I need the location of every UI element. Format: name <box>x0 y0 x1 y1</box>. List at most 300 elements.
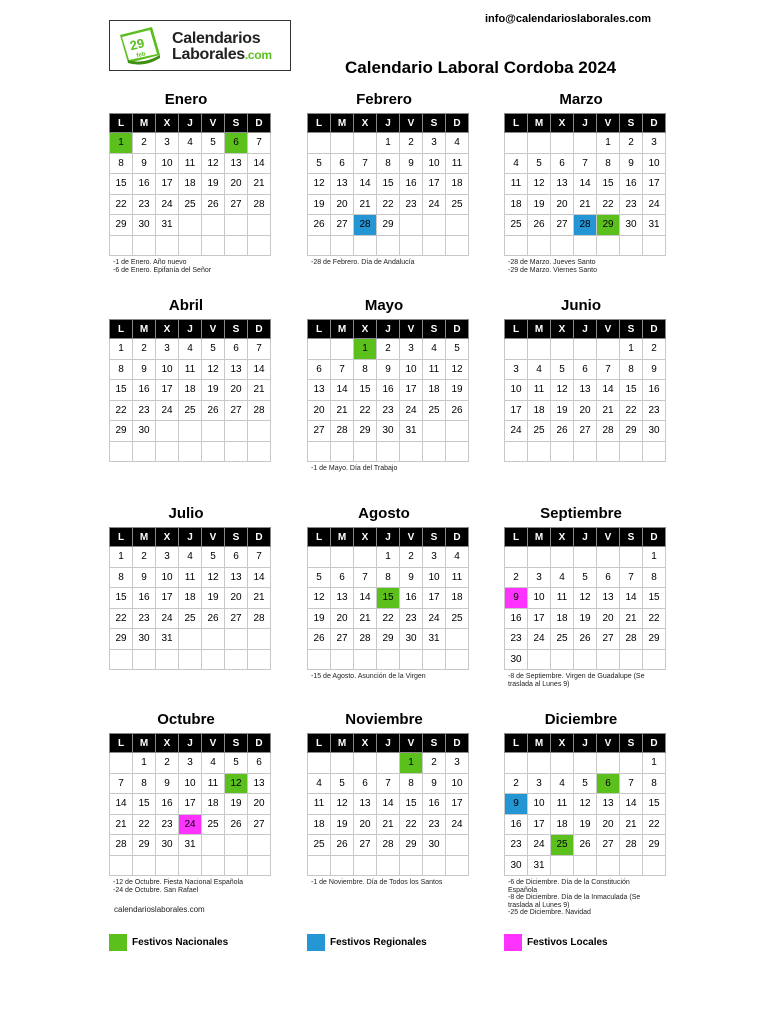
day-cell[interactable]: 29 <box>377 629 400 650</box>
day-cell[interactable]: 11 <box>179 359 202 380</box>
day-cell[interactable]: 21 <box>574 194 597 215</box>
day-cell[interactable]: 3 <box>505 359 528 380</box>
day-cell[interactable]: 7 <box>354 567 377 588</box>
day-cell[interactable]: 27 <box>597 835 620 856</box>
day-cell[interactable]: 21 <box>620 814 643 835</box>
day-cell[interactable]: 12 <box>331 794 354 815</box>
day-cell[interactable]: 3 <box>423 133 446 154</box>
day-cell[interactable]: 6 <box>354 773 377 794</box>
day-cell[interactable]: 15 <box>110 588 133 609</box>
day-cell[interactable]: 26 <box>446 400 469 421</box>
day-cell[interactable]: 21 <box>248 174 271 195</box>
day-cell[interactable]: 6 <box>597 567 620 588</box>
day-cell[interactable]: 7 <box>620 567 643 588</box>
day-cell[interactable]: 22 <box>354 400 377 421</box>
day-cell[interactable]: 20 <box>574 400 597 421</box>
day-cell[interactable]: 13 <box>225 567 248 588</box>
day-cell[interactable]: 5 <box>574 773 597 794</box>
day-cell[interactable]: 23 <box>620 194 643 215</box>
day-cell[interactable]: 8 <box>377 153 400 174</box>
day-cell[interactable]: 1 <box>377 547 400 568</box>
day-cell[interactable]: 23 <box>400 608 423 629</box>
day-cell[interactable]: 2 <box>505 567 528 588</box>
day-cell[interactable]: 21 <box>110 814 133 835</box>
day-cell[interactable]: 18 <box>528 400 551 421</box>
day-cell[interactable]: 30 <box>620 215 643 236</box>
day-cell[interactable]: 12 <box>308 174 331 195</box>
day-cell[interactable]: 26 <box>551 421 574 442</box>
day-cell[interactable]: 25 <box>446 608 469 629</box>
day-cell[interactable]: 28 <box>597 421 620 442</box>
day-cell[interactable]: 16 <box>620 174 643 195</box>
day-cell[interactable]: 7 <box>110 773 133 794</box>
day-cell[interactable]: 26 <box>202 400 225 421</box>
day-cell[interactable]: 5 <box>202 547 225 568</box>
day-cell[interactable]: 20 <box>225 174 248 195</box>
day-cell[interactable]: 11 <box>179 153 202 174</box>
day-cell[interactable]: 13 <box>597 588 620 609</box>
day-cell[interactable]: 13 <box>225 153 248 174</box>
day-cell[interactable]: 5 <box>202 339 225 360</box>
day-cell[interactable]: 1 <box>597 133 620 154</box>
day-cell[interactable]: 10 <box>528 794 551 815</box>
day-cell[interactable]: 30 <box>423 835 446 856</box>
day-cell[interactable]: 10 <box>643 153 666 174</box>
day-cell[interactable]: 21 <box>597 400 620 421</box>
day-cell[interactable]: 3 <box>528 773 551 794</box>
day-cell[interactable]: 1 <box>110 547 133 568</box>
day-cell[interactable]: 2 <box>620 133 643 154</box>
day-cell[interactable]: 16 <box>505 608 528 629</box>
day-cell[interactable]: 16 <box>423 794 446 815</box>
day-cell[interactable]: 30 <box>505 855 528 876</box>
day-cell[interactable]: 16 <box>505 814 528 835</box>
day-cell[interactable]: 29 <box>110 421 133 442</box>
day-cell[interactable]: 25 <box>446 194 469 215</box>
day-cell[interactable]: 1 <box>400 753 423 774</box>
day-cell[interactable]: 23 <box>133 608 156 629</box>
day-cell[interactable]: 14 <box>574 174 597 195</box>
day-cell[interactable]: 14 <box>248 567 271 588</box>
day-cell[interactable]: 31 <box>400 421 423 442</box>
day-cell[interactable]: 14 <box>354 588 377 609</box>
day-cell[interactable]: 4 <box>179 547 202 568</box>
day-cell[interactable]: 4 <box>551 567 574 588</box>
day-cell[interactable]: 25 <box>179 608 202 629</box>
day-cell[interactable]: 26 <box>528 215 551 236</box>
day-cell[interactable]: 1 <box>110 339 133 360</box>
day-cell[interactable]: 18 <box>202 794 225 815</box>
day-cell[interactable]: 15 <box>597 174 620 195</box>
day-cell[interactable]: 9 <box>400 153 423 174</box>
day-cell[interactable]: 4 <box>202 753 225 774</box>
day-cell[interactable]: 10 <box>423 153 446 174</box>
day-cell[interactable]: 23 <box>133 400 156 421</box>
day-cell[interactable]: 6 <box>225 547 248 568</box>
day-cell[interactable]: 20 <box>597 814 620 835</box>
day-cell[interactable]: 29 <box>133 835 156 856</box>
day-cell[interactable]: 13 <box>331 588 354 609</box>
day-cell[interactable]: 4 <box>528 359 551 380</box>
day-cell[interactable]: 23 <box>643 400 666 421</box>
day-cell[interactable]: 24 <box>156 194 179 215</box>
day-cell[interactable]: 4 <box>505 153 528 174</box>
day-cell[interactable]: 18 <box>551 814 574 835</box>
day-cell[interactable]: 21 <box>331 400 354 421</box>
day-cell[interactable]: 27 <box>225 400 248 421</box>
day-cell[interactable]: 10 <box>446 773 469 794</box>
day-cell[interactable]: 19 <box>202 380 225 401</box>
day-cell[interactable]: 17 <box>179 794 202 815</box>
day-cell[interactable]: 23 <box>133 194 156 215</box>
day-cell[interactable]: 3 <box>643 133 666 154</box>
day-cell[interactable]: 23 <box>156 814 179 835</box>
day-cell[interactable]: 31 <box>179 835 202 856</box>
day-cell[interactable]: 13 <box>574 380 597 401</box>
day-cell[interactable]: 9 <box>377 359 400 380</box>
day-cell[interactable]: 12 <box>574 588 597 609</box>
contact-email[interactable]: info@calendarioslaborales.com <box>485 13 651 25</box>
day-cell[interactable]: 29 <box>354 421 377 442</box>
day-cell[interactable]: 22 <box>110 608 133 629</box>
day-cell[interactable]: 9 <box>133 153 156 174</box>
day-cell[interactable]: 22 <box>377 194 400 215</box>
day-cell[interactable]: 5 <box>331 773 354 794</box>
day-cell[interactable]: 30 <box>133 629 156 650</box>
day-cell[interactable]: 12 <box>446 359 469 380</box>
day-cell[interactable]: 2 <box>133 133 156 154</box>
day-cell[interactable]: 16 <box>643 380 666 401</box>
day-cell[interactable]: 12 <box>225 773 248 794</box>
day-cell[interactable]: 27 <box>331 629 354 650</box>
day-cell[interactable]: 5 <box>225 753 248 774</box>
day-cell[interactable]: 17 <box>528 814 551 835</box>
day-cell[interactable]: 29 <box>110 629 133 650</box>
day-cell[interactable]: 15 <box>400 794 423 815</box>
day-cell[interactable]: 16 <box>156 794 179 815</box>
day-cell[interactable]: 17 <box>156 588 179 609</box>
day-cell[interactable]: 30 <box>156 835 179 856</box>
day-cell[interactable]: 22 <box>400 814 423 835</box>
day-cell[interactable]: 18 <box>505 194 528 215</box>
day-cell[interactable]: 15 <box>133 794 156 815</box>
day-cell[interactable]: 5 <box>574 567 597 588</box>
day-cell[interactable]: 15 <box>620 380 643 401</box>
day-cell[interactable]: 29 <box>597 215 620 236</box>
day-cell[interactable]: 4 <box>551 773 574 794</box>
day-cell[interactable]: 18 <box>179 380 202 401</box>
day-cell[interactable]: 18 <box>308 814 331 835</box>
day-cell[interactable]: 10 <box>156 359 179 380</box>
day-cell[interactable]: 13 <box>225 359 248 380</box>
day-cell[interactable]: 5 <box>446 339 469 360</box>
day-cell[interactable]: 19 <box>551 400 574 421</box>
day-cell[interactable]: 4 <box>179 339 202 360</box>
day-cell[interactable]: 24 <box>505 421 528 442</box>
day-cell[interactable]: 27 <box>354 835 377 856</box>
day-cell[interactable]: 10 <box>528 588 551 609</box>
day-cell[interactable]: 2 <box>643 339 666 360</box>
day-cell[interactable]: 7 <box>331 359 354 380</box>
day-cell[interactable]: 28 <box>248 400 271 421</box>
day-cell[interactable]: 24 <box>423 194 446 215</box>
day-cell[interactable]: 27 <box>551 215 574 236</box>
day-cell[interactable]: 13 <box>551 174 574 195</box>
day-cell[interactable]: 4 <box>179 133 202 154</box>
day-cell[interactable]: 10 <box>179 773 202 794</box>
day-cell[interactable]: 24 <box>446 814 469 835</box>
day-cell[interactable]: 1 <box>620 339 643 360</box>
day-cell[interactable]: 20 <box>225 380 248 401</box>
day-cell[interactable]: 29 <box>643 835 666 856</box>
day-cell[interactable]: 25 <box>551 629 574 650</box>
day-cell[interactable]: 3 <box>156 339 179 360</box>
day-cell[interactable]: 25 <box>528 421 551 442</box>
day-cell[interactable]: 26 <box>574 835 597 856</box>
day-cell[interactable]: 22 <box>110 400 133 421</box>
day-cell[interactable]: 27 <box>308 421 331 442</box>
day-cell[interactable]: 10 <box>423 567 446 588</box>
day-cell[interactable]: 17 <box>156 174 179 195</box>
day-cell[interactable]: 20 <box>225 588 248 609</box>
day-cell[interactable]: 1 <box>643 753 666 774</box>
day-cell[interactable]: 13 <box>354 794 377 815</box>
day-cell[interactable]: 30 <box>133 421 156 442</box>
day-cell[interactable]: 15 <box>643 794 666 815</box>
day-cell[interactable]: 28 <box>354 629 377 650</box>
day-cell[interactable]: 1 <box>643 547 666 568</box>
day-cell[interactable]: 2 <box>505 773 528 794</box>
day-cell[interactable]: 18 <box>551 608 574 629</box>
day-cell[interactable]: 26 <box>331 835 354 856</box>
day-cell[interactable]: 25 <box>505 215 528 236</box>
day-cell[interactable]: 19 <box>308 608 331 629</box>
day-cell[interactable]: 3 <box>446 753 469 774</box>
day-cell[interactable]: 12 <box>574 794 597 815</box>
day-cell[interactable]: 1 <box>354 339 377 360</box>
day-cell[interactable]: 3 <box>400 339 423 360</box>
day-cell[interactable]: 7 <box>597 359 620 380</box>
day-cell[interactable]: 16 <box>400 174 423 195</box>
day-cell[interactable]: 31 <box>643 215 666 236</box>
day-cell[interactable]: 19 <box>574 814 597 835</box>
day-cell[interactable]: 27 <box>225 194 248 215</box>
day-cell[interactable]: 14 <box>110 794 133 815</box>
day-cell[interactable]: 30 <box>400 629 423 650</box>
day-cell[interactable]: 2 <box>133 547 156 568</box>
day-cell[interactable]: 17 <box>505 400 528 421</box>
day-cell[interactable]: 1 <box>133 753 156 774</box>
day-cell[interactable]: 7 <box>248 133 271 154</box>
day-cell[interactable]: 1 <box>110 133 133 154</box>
day-cell[interactable]: 14 <box>620 794 643 815</box>
day-cell[interactable]: 27 <box>597 629 620 650</box>
day-cell[interactable]: 18 <box>423 380 446 401</box>
day-cell[interactable]: 31 <box>528 855 551 876</box>
day-cell[interactable]: 6 <box>225 339 248 360</box>
day-cell[interactable]: 21 <box>354 194 377 215</box>
day-cell[interactable]: 6 <box>597 773 620 794</box>
day-cell[interactable]: 17 <box>400 380 423 401</box>
day-cell[interactable]: 25 <box>179 194 202 215</box>
day-cell[interactable]: 2 <box>400 547 423 568</box>
day-cell[interactable]: 16 <box>377 380 400 401</box>
day-cell[interactable]: 14 <box>377 794 400 815</box>
day-cell[interactable]: 22 <box>643 814 666 835</box>
day-cell[interactable]: 5 <box>308 153 331 174</box>
day-cell[interactable]: 25 <box>179 400 202 421</box>
day-cell[interactable]: 20 <box>248 794 271 815</box>
day-cell[interactable]: 16 <box>400 588 423 609</box>
day-cell[interactable]: 8 <box>110 567 133 588</box>
day-cell[interactable]: 3 <box>156 133 179 154</box>
day-cell[interactable]: 11 <box>446 153 469 174</box>
day-cell[interactable]: 13 <box>331 174 354 195</box>
day-cell[interactable]: 5 <box>551 359 574 380</box>
day-cell[interactable]: 19 <box>202 588 225 609</box>
day-cell[interactable]: 3 <box>179 753 202 774</box>
day-cell[interactable]: 10 <box>156 567 179 588</box>
day-cell[interactable]: 29 <box>400 835 423 856</box>
day-cell[interactable]: 18 <box>179 174 202 195</box>
day-cell[interactable]: 26 <box>225 814 248 835</box>
day-cell[interactable]: 11 <box>446 567 469 588</box>
day-cell[interactable]: 6 <box>551 153 574 174</box>
day-cell[interactable]: 7 <box>574 153 597 174</box>
day-cell[interactable]: 19 <box>225 794 248 815</box>
day-cell[interactable]: 31 <box>156 629 179 650</box>
day-cell[interactable]: 24 <box>423 608 446 629</box>
day-cell[interactable]: 11 <box>202 773 225 794</box>
day-cell[interactable]: 29 <box>643 629 666 650</box>
day-cell[interactable]: 27 <box>574 421 597 442</box>
day-cell[interactable]: 20 <box>308 400 331 421</box>
day-cell[interactable]: 15 <box>354 380 377 401</box>
day-cell[interactable]: 9 <box>423 773 446 794</box>
day-cell[interactable]: 3 <box>528 567 551 588</box>
day-cell[interactable]: 4 <box>308 773 331 794</box>
day-cell[interactable]: 18 <box>446 588 469 609</box>
day-cell[interactable]: 12 <box>202 153 225 174</box>
day-cell[interactable]: 28 <box>331 421 354 442</box>
day-cell[interactable]: 17 <box>156 380 179 401</box>
day-cell[interactable]: 22 <box>620 400 643 421</box>
day-cell[interactable]: 9 <box>156 773 179 794</box>
day-cell[interactable]: 17 <box>643 174 666 195</box>
day-cell[interactable]: 20 <box>354 814 377 835</box>
day-cell[interactable]: 28 <box>110 835 133 856</box>
day-cell[interactable]: 21 <box>354 608 377 629</box>
day-cell[interactable]: 8 <box>620 359 643 380</box>
day-cell[interactable]: 30 <box>643 421 666 442</box>
day-cell[interactable]: 14 <box>354 174 377 195</box>
day-cell[interactable]: 14 <box>331 380 354 401</box>
day-cell[interactable]: 8 <box>110 359 133 380</box>
day-cell[interactable]: 20 <box>597 608 620 629</box>
day-cell[interactable]: 2 <box>400 133 423 154</box>
day-cell[interactable]: 22 <box>133 814 156 835</box>
day-cell[interactable]: 8 <box>400 773 423 794</box>
day-cell[interactable]: 16 <box>133 174 156 195</box>
day-cell[interactable]: 2 <box>377 339 400 360</box>
day-cell[interactable]: 1 <box>377 133 400 154</box>
day-cell[interactable]: 22 <box>377 608 400 629</box>
day-cell[interactable]: 15 <box>377 174 400 195</box>
day-cell[interactable]: 30 <box>505 649 528 670</box>
day-cell[interactable]: 6 <box>248 753 271 774</box>
day-cell[interactable]: 8 <box>354 359 377 380</box>
day-cell[interactable]: 19 <box>331 814 354 835</box>
day-cell[interactable]: 12 <box>551 380 574 401</box>
day-cell[interactable]: 21 <box>377 814 400 835</box>
day-cell[interactable]: 13 <box>308 380 331 401</box>
day-cell[interactable]: 26 <box>574 629 597 650</box>
day-cell[interactable]: 15 <box>377 588 400 609</box>
day-cell[interactable]: 26 <box>202 194 225 215</box>
day-cell[interactable]: 17 <box>528 608 551 629</box>
day-cell[interactable]: 24 <box>528 629 551 650</box>
day-cell[interactable]: 6 <box>308 359 331 380</box>
day-cell[interactable]: 5 <box>308 567 331 588</box>
day-cell[interactable]: 8 <box>133 773 156 794</box>
day-cell[interactable]: 7 <box>248 339 271 360</box>
day-cell[interactable]: 12 <box>202 567 225 588</box>
calendarios-laborales-logo[interactable] <box>109 20 291 71</box>
day-cell[interactable]: 24 <box>156 400 179 421</box>
day-cell[interactable]: 13 <box>597 794 620 815</box>
day-cell[interactable]: 10 <box>400 359 423 380</box>
day-cell[interactable]: 9 <box>505 794 528 815</box>
day-cell[interactable]: 2 <box>156 753 179 774</box>
day-cell[interactable]: 25 <box>423 400 446 421</box>
day-cell[interactable]: 28 <box>377 835 400 856</box>
day-cell[interactable]: 3 <box>423 547 446 568</box>
day-cell[interactable]: 31 <box>423 629 446 650</box>
day-cell[interactable]: 24 <box>156 608 179 629</box>
day-cell[interactable]: 31 <box>156 215 179 236</box>
day-cell[interactable]: 9 <box>643 359 666 380</box>
day-cell[interactable]: 28 <box>620 835 643 856</box>
day-cell[interactable]: 2 <box>423 753 446 774</box>
day-cell[interactable]: 4 <box>446 547 469 568</box>
day-cell[interactable]: 11 <box>179 567 202 588</box>
day-cell[interactable]: 24 <box>400 400 423 421</box>
day-cell[interactable]: 8 <box>643 773 666 794</box>
day-cell[interactable]: 28 <box>248 608 271 629</box>
day-cell[interactable]: 23 <box>400 194 423 215</box>
day-cell[interactable]: 27 <box>225 608 248 629</box>
day-cell[interactable]: 12 <box>202 359 225 380</box>
day-cell[interactable]: 27 <box>331 215 354 236</box>
day-cell[interactable]: 21 <box>620 608 643 629</box>
day-cell[interactable]: 26 <box>202 608 225 629</box>
day-cell[interactable]: 8 <box>110 153 133 174</box>
day-cell[interactable]: 16 <box>133 588 156 609</box>
day-cell[interactable]: 13 <box>248 773 271 794</box>
day-cell[interactable]: 25 <box>551 835 574 856</box>
day-cell[interactable]: 29 <box>377 215 400 236</box>
day-cell[interactable]: 24 <box>179 814 202 835</box>
day-cell[interactable]: 28 <box>354 215 377 236</box>
day-cell[interactable]: 23 <box>377 400 400 421</box>
day-cell[interactable]: 18 <box>446 174 469 195</box>
day-cell[interactable]: 8 <box>643 567 666 588</box>
day-cell[interactable]: 10 <box>156 153 179 174</box>
day-cell[interactable]: 16 <box>133 380 156 401</box>
day-cell[interactable]: 5 <box>202 133 225 154</box>
day-cell[interactable]: 2 <box>133 339 156 360</box>
day-cell[interactable]: 17 <box>423 174 446 195</box>
